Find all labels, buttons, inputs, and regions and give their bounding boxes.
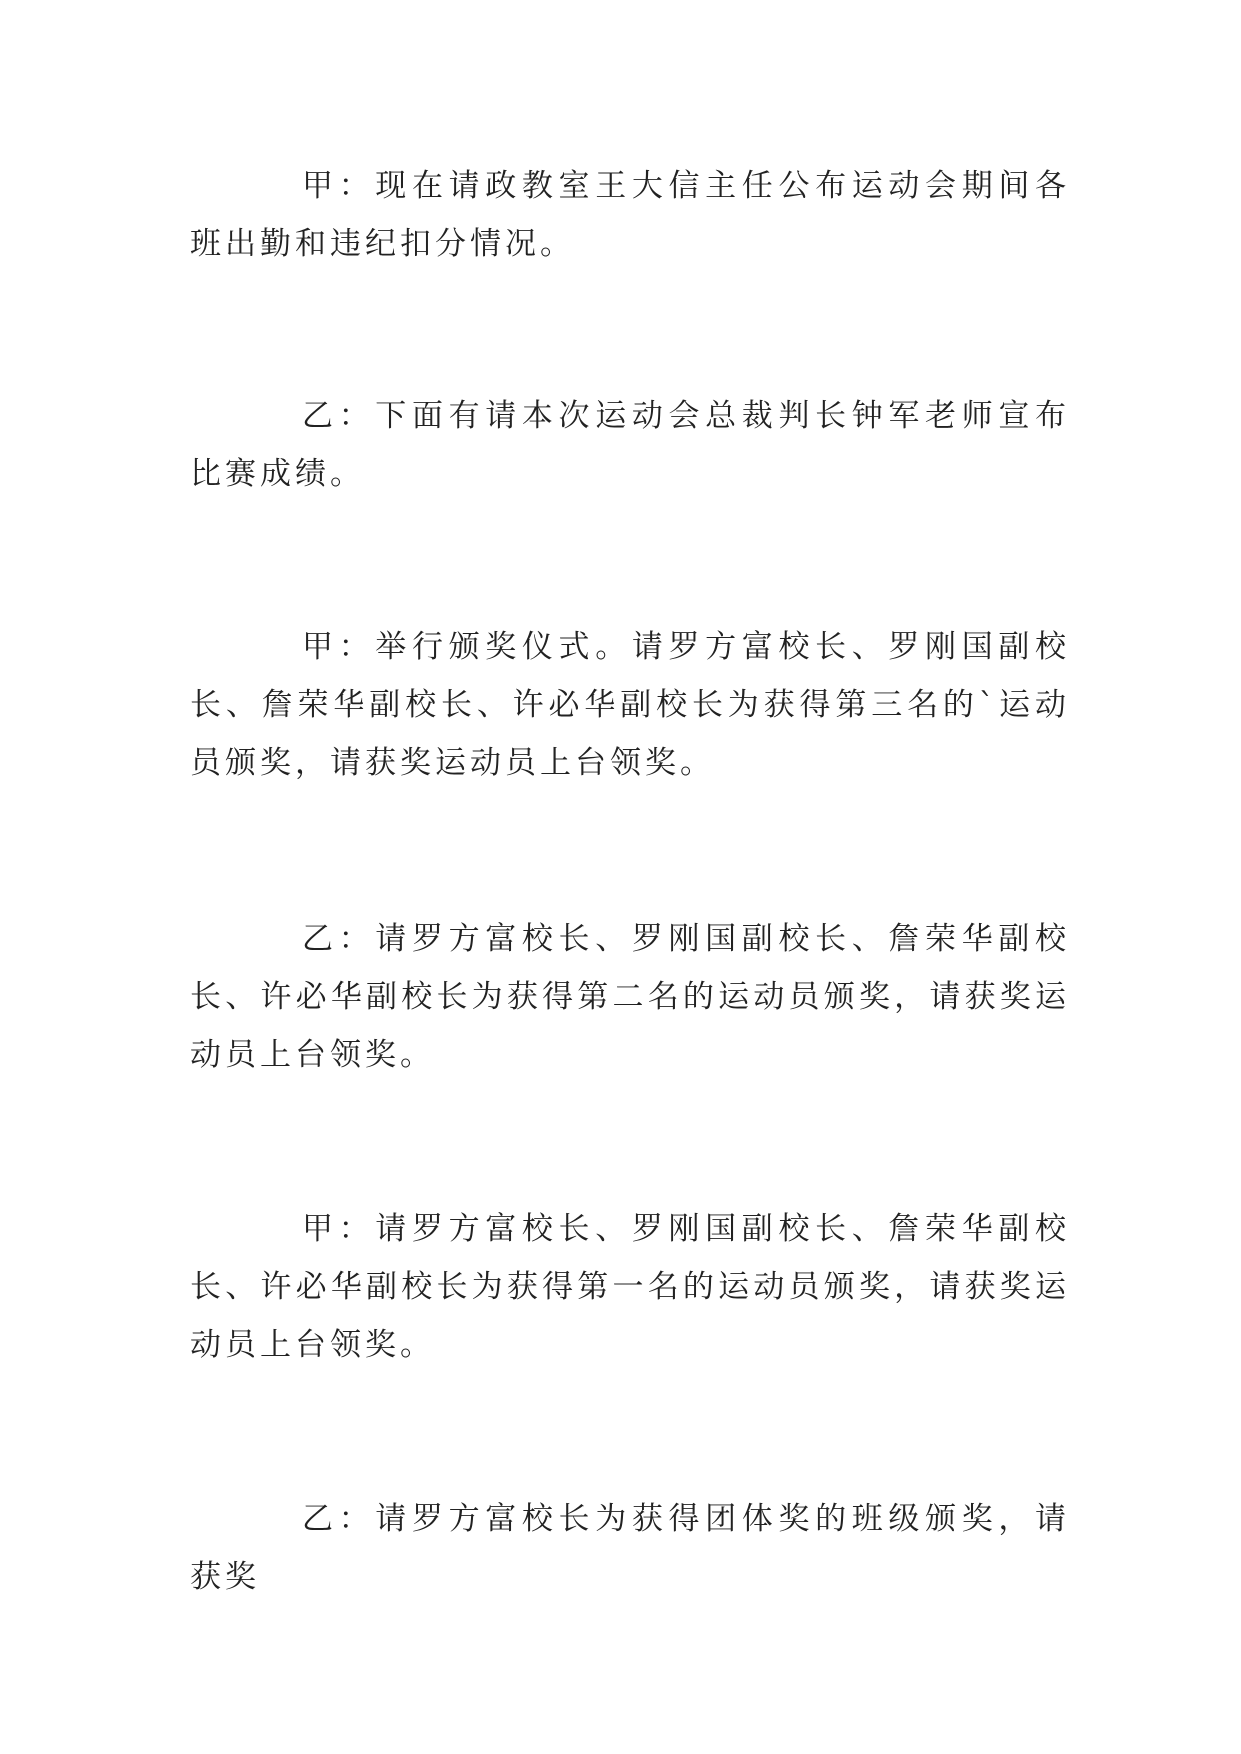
script-paragraph: 甲：举行颁奖仪式。请罗方富校长、罗刚国副校长、詹荣华副校长、许必华副校长为获得第三名的`运动员颁奖，请获奖运动员上台领奖。 xyxy=(190,629,1070,781)
script-paragraph: 乙：请罗方富校长为获得团体奖的班级颁奖，请获奖 xyxy=(190,1501,1070,1595)
script-paragraph: 甲：现在请政教室王大信主任公布运动会期间各班出勤和违纪扣分情况。 xyxy=(190,168,1070,262)
script-paragraph: 乙：下面有请本次运动会总裁判长钟军老师宣布比赛成绩。 xyxy=(190,398,1070,492)
script-paragraph: 甲：请罗方富校长、罗刚国副校长、詹荣华副校长、许必华副校长为获得第一名的运动员颁奖，请获奖运动员上台领奖。 xyxy=(190,1211,1070,1363)
script-paragraph: 乙：请罗方富校长、罗刚国副校长、詹荣华副校长、许必华副校长为获得第二名的运动员颁奖，请获奖运动员上台领奖。 xyxy=(190,921,1070,1073)
